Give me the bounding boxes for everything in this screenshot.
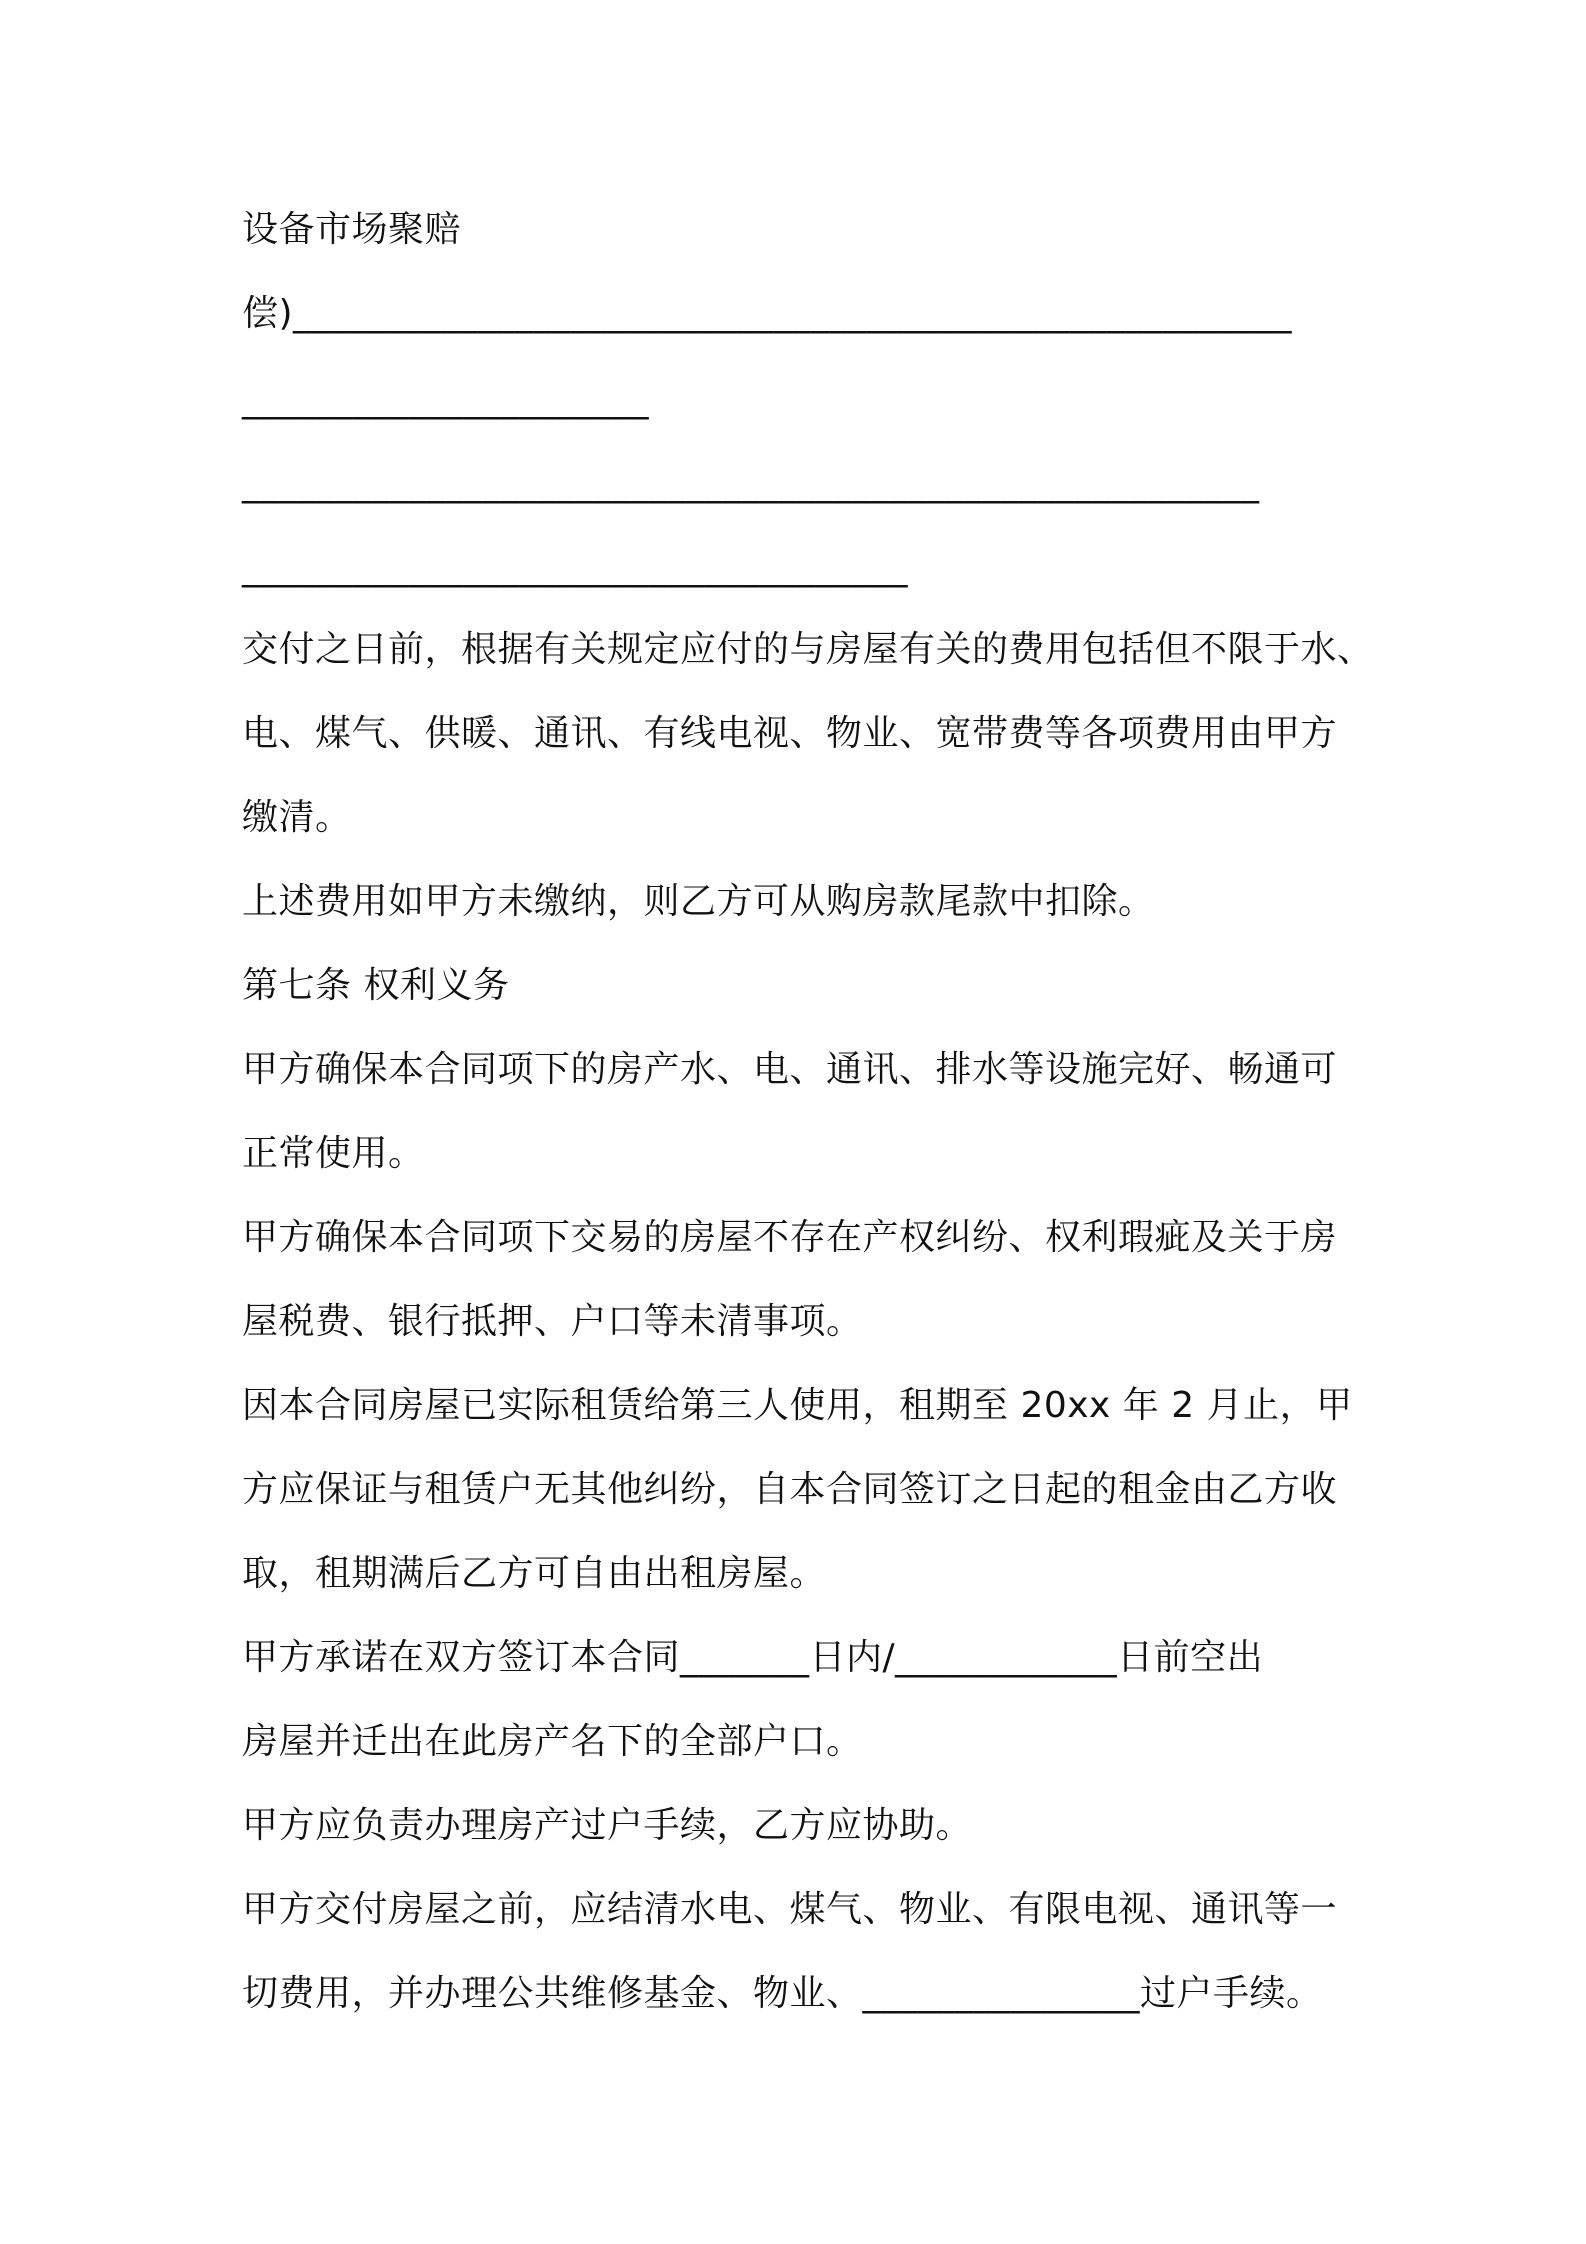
text-line: 甲方确保本合同项下交易的房屋不存在产权纠纷、权利瑕疵及关于房 — [242, 1217, 1338, 1258]
text-line: 切费用，并办理公共维修基金、物业、_______________过户手续。 — [242, 1973, 1323, 2014]
text-line: 偿)______________________________________________________ — [242, 293, 1293, 334]
text-line: 交付之日前，根据有关规定应付的与房屋有关的费用包括但不限于水、 — [242, 629, 1374, 670]
text-line: 上述费用如甲方未缴纳，则乙方可从购房款尾款中扣除。 — [242, 881, 1155, 922]
text-line: 方应保证与租赁户无其他纠纷，自本合同签订之日起的租金由乙方收 — [242, 1469, 1338, 1510]
text-line: _______________________________________________________ — [242, 463, 1260, 504]
text-line: 缴清。 — [242, 797, 352, 838]
text-line: 甲方承诺在双方签订本合同_______日内/____________日前空出 — [242, 1637, 1264, 1678]
text-line: 甲方确保本合同项下的房产水、电、通讯、排水等设施完好、畅通可 — [242, 1049, 1338, 1090]
text-line: 甲方交付房屋之前，应结清水电、煤气、物业、有限电视、通讯等一 — [242, 1889, 1338, 1930]
text-line: 设备市场聚赔 — [242, 209, 462, 250]
text-line: 房屋并迁出在此房产名下的全部户口。 — [242, 1721, 863, 1762]
section-heading: 第七条 权利义务 — [242, 965, 510, 1006]
text-line: 正常使用。 — [242, 1133, 425, 1174]
text-line: 电、煤气、供暖、通讯、有线电视、物业、宽带费等各项费用由甲方 — [242, 713, 1338, 754]
text-line: 因本合同房屋已实际租赁给第三人使用，租期至 20xx 年 2 月止，甲 — [242, 1385, 1353, 1426]
text-line: 取，租期满后乙方可自由出租房屋。 — [242, 1553, 827, 1594]
text-line: ______________________ — [242, 379, 649, 420]
text-line: ____________________________________ — [242, 547, 908, 588]
text-line: 屋税费、银行抵押、户口等未清事项。 — [242, 1301, 863, 1342]
text-line: 甲方应负责办理房产过户手续，乙方应协助。 — [242, 1805, 973, 1846]
